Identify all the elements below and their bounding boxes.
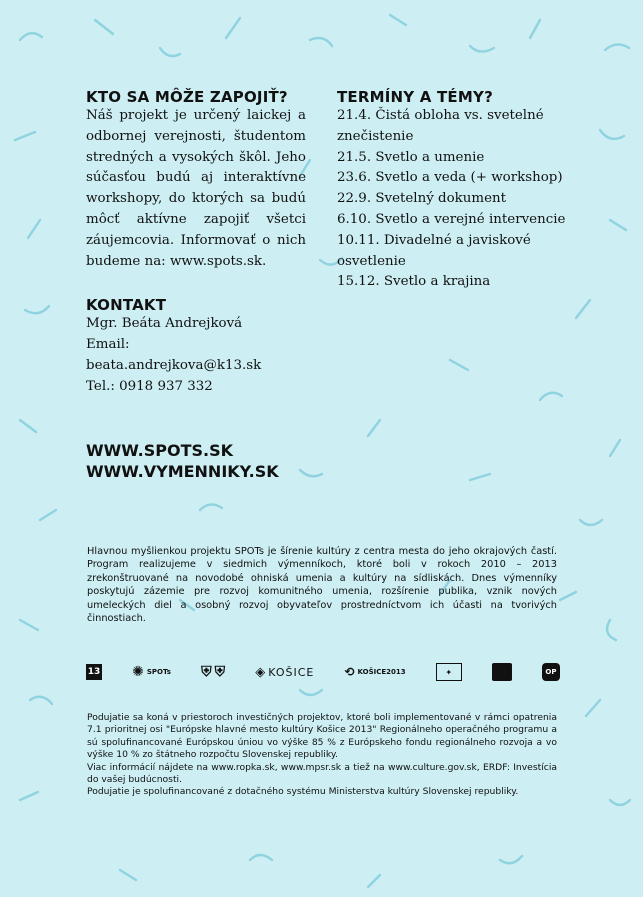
topic-item: 21.4. Čistá obloha vs. svetelné znečistenie: [337, 108, 544, 144]
contact-phone: Tel.: 0918 937 332: [86, 378, 213, 394]
topic-item: 15.12. Svetlo a krajina: [337, 274, 491, 290]
crest-logos: [201, 664, 225, 680]
project-intro-text: Hlavnou myšlienkou projektu SPOTs je šírenie kultúry z centra mesta do jeho okrajových častí. Program realizujeme v siedmich výmenníkoch, ktoré boli v rokoch 2010 – 2013 zrekonštruované na novodobé ohniská umenia a kultúry na sídliskách. Dnes výmenníky poskytujú zázemie pre rozvoj komunitného umenia, rozšírenie publika, vznik nových umeleckých diel a osobný rozvoj obyvateľov prostredníctvom ich účasti na tvorivých činnostiach.: [87, 546, 557, 625]
spots-url[interactable]: WWW.SPOTS.SK: [86, 441, 234, 460]
kosice2013-logo-icon: ⟲: [344, 665, 355, 679]
rop-logo-icon: [492, 663, 512, 681]
ministry-crest-icon: ⛨: [214, 664, 226, 680]
eu-flag-icon: ✦: [436, 663, 462, 681]
rop-logo: [492, 663, 512, 681]
topic-item: 10.11. Divadelné a javiskové osvetlenie: [337, 232, 531, 269]
kosice-logo: ◈ KOŠICE: [255, 664, 315, 680]
who-can-join-section: [86, 88, 306, 398]
contact-email[interactable]: beata.andrejkova@k13.sk: [86, 357, 262, 373]
contact-name: Mgr. Beáta Andrejková: [86, 316, 243, 332]
kosice2013-logo: ⟲ KOŠICE2013: [344, 665, 406, 679]
contact-block: [86, 314, 306, 397]
op-logo: OP: [542, 663, 560, 681]
who-can-join-text: Náš projekt je určený laickej a odbornej verejnosti, študentom stredných a vysokých škôl. Jeho súčasťou budú aj interaktívne workshopy, do ktorých sa budú môcť aktívne zapojiť všetci záujemcovia. Informovať o nich budeme na: www.spots.sk.: [86, 108, 306, 269]
topic-item: 23.6. Svetlo a veda (+ workshop): [337, 170, 563, 186]
who-can-join-heading: KTO SA MÔŽE ZAPOJIŤ?: [86, 88, 288, 106]
topic-item: 21.5. Svetlo a umenie: [337, 149, 485, 165]
funding-footer: [87, 712, 557, 799]
dates-topics-section: [337, 88, 567, 293]
contact-email-label: Email:: [86, 337, 130, 353]
funding-text: Podujatie sa koná v priestoroch investičných projektov, ktoré boli implementované v rámci opatrenia 7.1 prioritnej osi "Európske hlavné mesto kultúry Košice 2013" Regionálneho operačného programu a sú spolufinancované Európskou úniou vo výške 85 % z Európskeho fondu regionálneho rozvoja a vo výške 10 % zo štátneho rozpočtu Slovenskej republiky.: [87, 712, 557, 761]
vymenniky-url[interactable]: WWW.VYMENNIKY.SK: [86, 462, 279, 481]
k13-logo: 13: [86, 664, 102, 680]
spots-logo: ✺ SPOTs: [132, 664, 171, 680]
dates-topics-heading: TERMÍNY A TÉMY?: [337, 88, 493, 106]
cofunding-text: Podujatie je spolufinancované z dotačného systému Ministerstva kultúry Slovenskej republiky.: [87, 786, 519, 798]
website-links: [86, 440, 279, 482]
contact-heading: KONTAKT: [86, 296, 167, 315]
topic-item: 6.10. Svetlo a verejné intervencie: [337, 211, 566, 227]
kosice-logo-icon: ◈: [255, 664, 266, 680]
spots-logo-icon: ✺: [132, 664, 144, 680]
eu-flag-logo: [436, 663, 462, 681]
more-info-text: Viac informácií nájdete na www.ropka.sk, www.mpsr.sk a tiež na www.culture.gov.sk, ERDF: Investícia do vašej budúcnosti.: [87, 761, 557, 786]
topic-item: 22.9. Svetelný dokument: [337, 191, 507, 207]
dates-topics-list: [337, 106, 567, 293]
partner-logos: [86, 660, 560, 684]
crest-icon: ⛨: [201, 664, 212, 680]
